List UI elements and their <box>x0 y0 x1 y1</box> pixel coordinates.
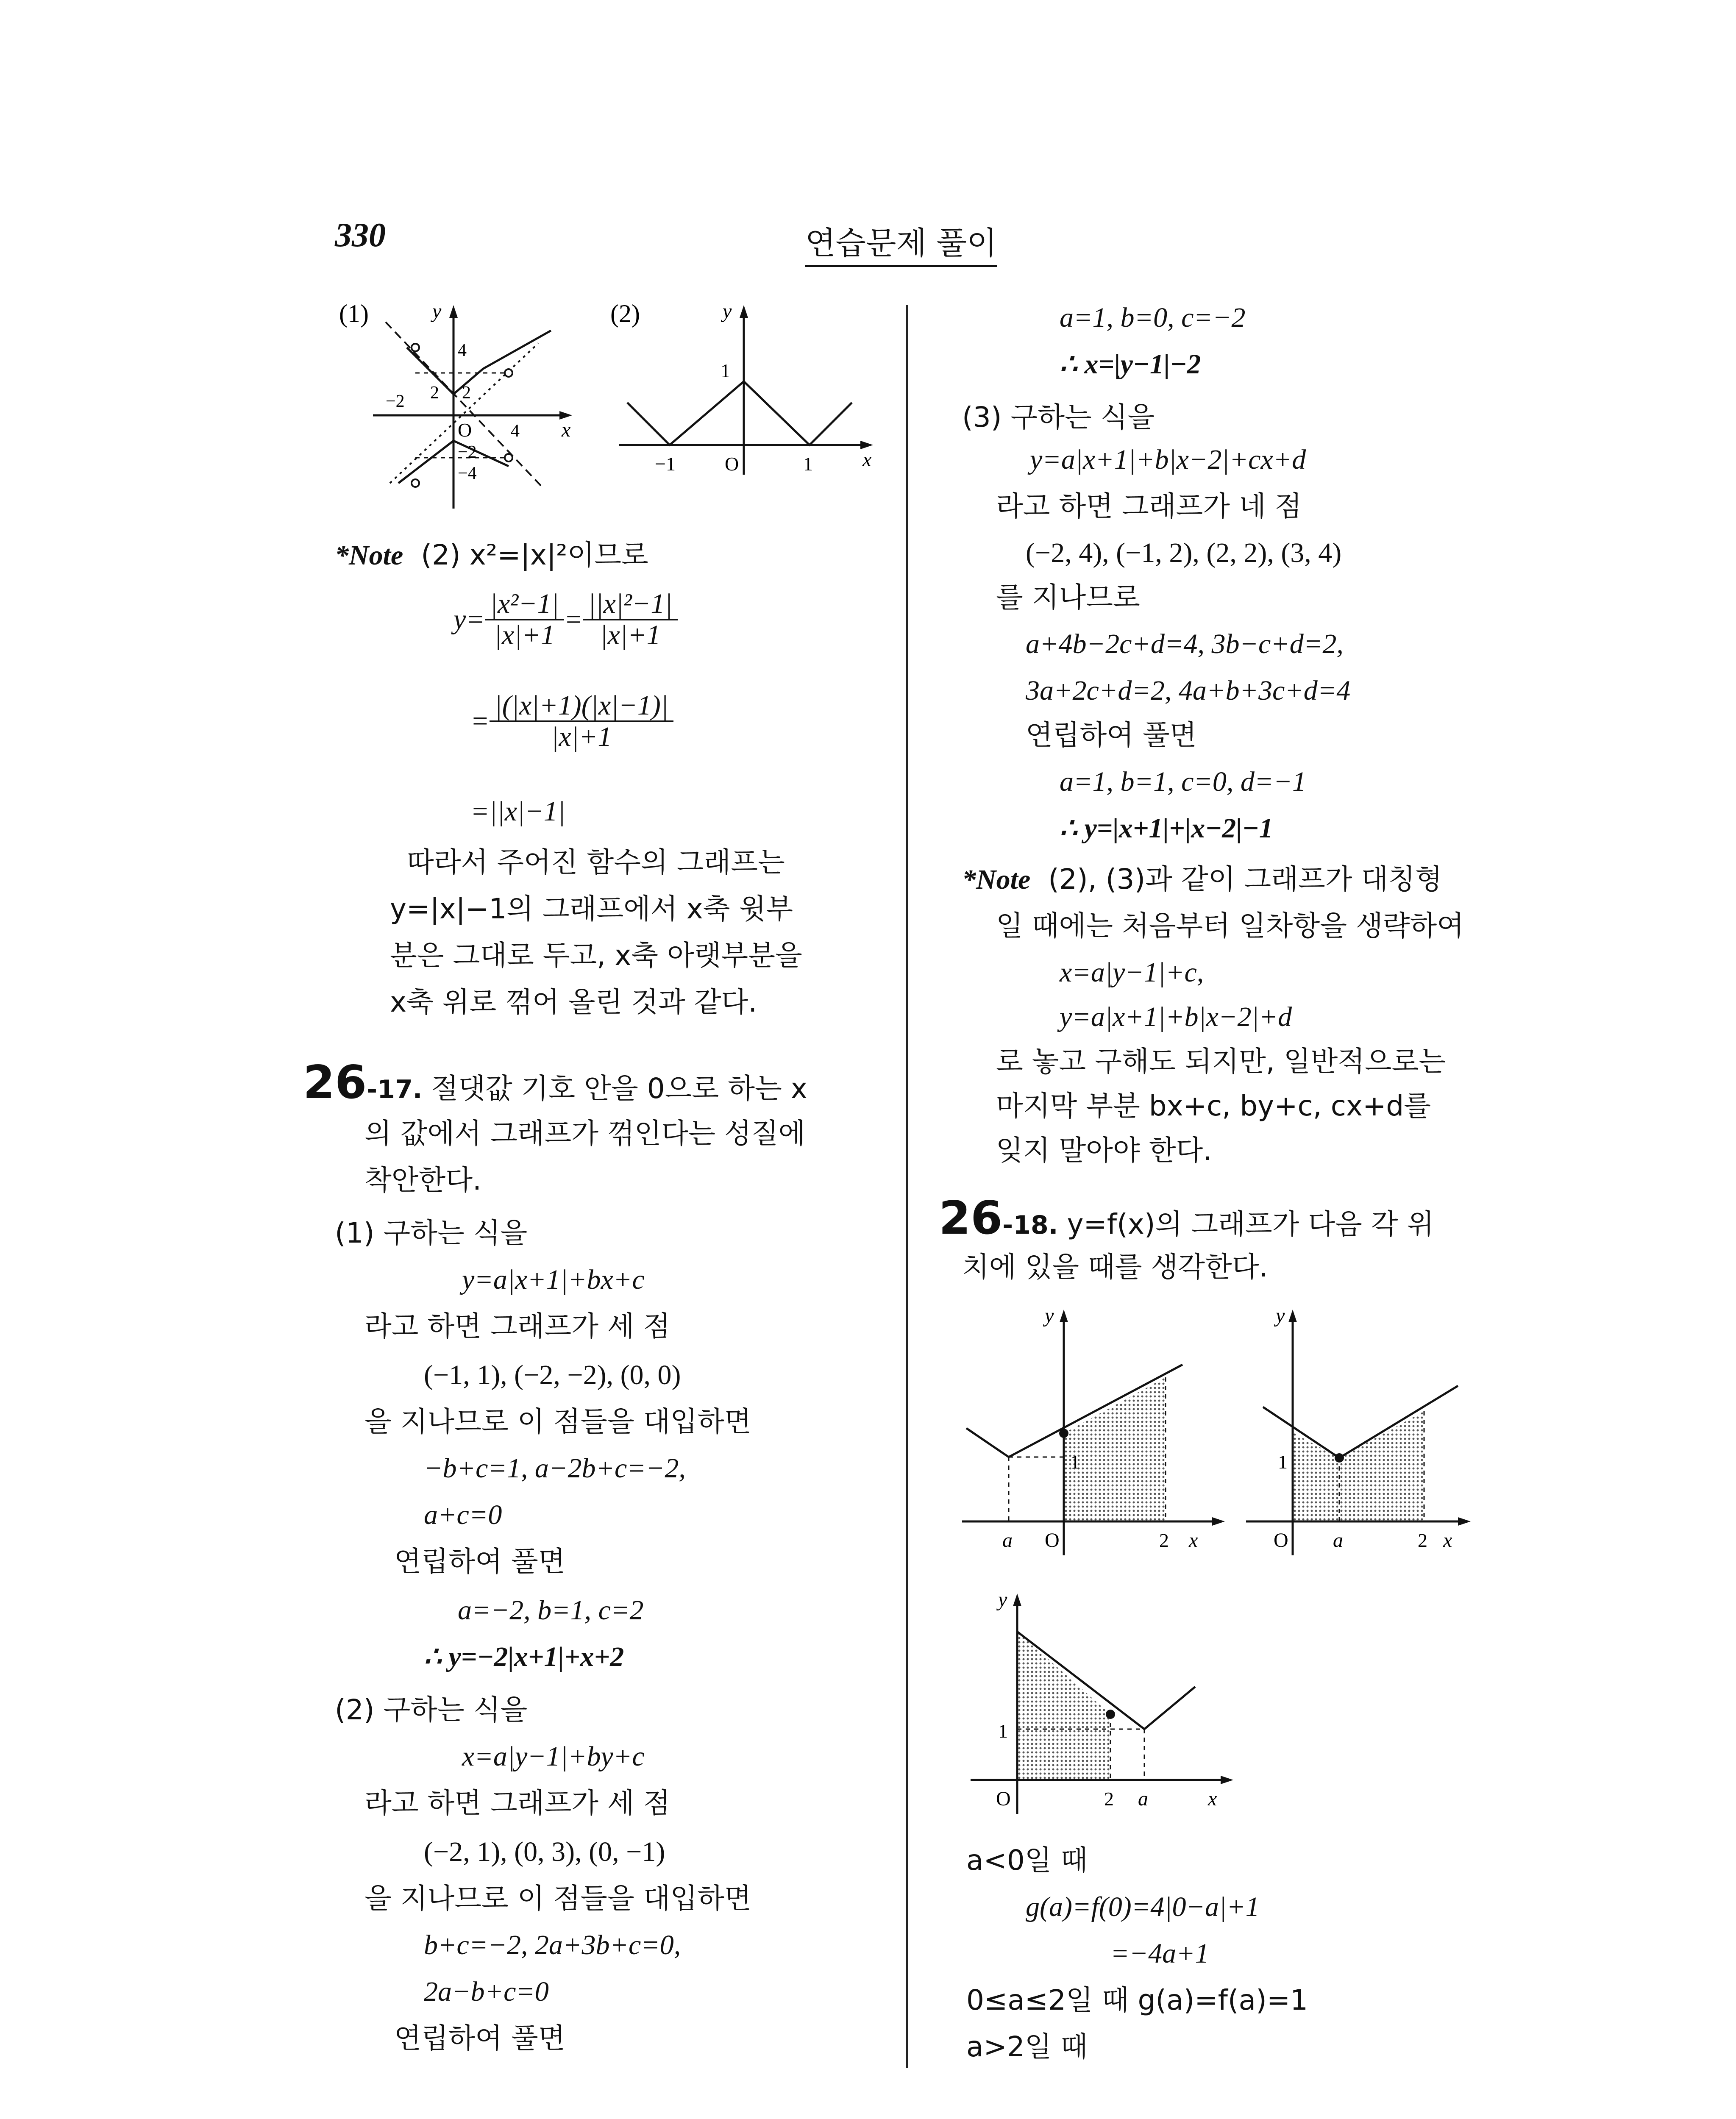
sub2-equations: b+c=−2, 2a+3b+c=0, <box>424 1930 681 1960</box>
graph-2-tick: 1 <box>721 360 730 381</box>
eq1-numerator-2: ||x|²−1| <box>583 589 677 620</box>
page-number: 330 <box>335 217 386 254</box>
equation-1 <box>453 589 678 650</box>
problem-subnumber: -17. <box>367 1075 423 1104</box>
graph-c-two-label: 2 <box>1104 1788 1114 1810</box>
eq1-lhs: y= <box>453 604 485 635</box>
graph-a-left-of-origin <box>954 1301 1242 1564</box>
sub3-answer: ∴ y=|x+1|+|x−2|−1 <box>1060 813 1273 844</box>
equation-3: =||x|−1| <box>470 796 565 827</box>
note-paragraph: 분은 그대로 두고, x축 아랫부분을 <box>390 939 802 972</box>
sub3-solution: a=1, b=1, c=0, d=−1 <box>1060 766 1306 797</box>
note-2-text: (2), (3)과 같이 그래프가 대칭형 <box>1048 863 1442 895</box>
case-1-equation: =−4a+1 <box>1110 1938 1209 1969</box>
note-label: *Note <box>335 540 403 571</box>
graph-c-y-label: y <box>998 1588 1007 1611</box>
problem-number: 26 <box>939 1192 1003 1245</box>
graph-1-tick: 2 <box>430 383 439 403</box>
graph-1-tick: 2 <box>462 383 471 403</box>
note-paragraph: y=|x|−1의 그래프에서 x축 윗부 <box>390 893 793 925</box>
note-label: *Note <box>962 864 1031 895</box>
graph-b-two-label: 2 <box>1418 1529 1427 1551</box>
sub1-text: 을 지나므로 이 점들을 대입하면 <box>364 1405 751 1438</box>
graph-1-y-label: y <box>432 300 442 323</box>
note-2-text: 잊지 말아야 한다. <box>996 1134 1212 1167</box>
graph-a-two-label: 2 <box>1159 1529 1169 1551</box>
sub2-equations: 2a−b+c=0 <box>424 1976 549 2007</box>
graph-c-one-label: 1 <box>998 1720 1008 1742</box>
graph-2-tick: −1 <box>655 453 676 475</box>
sub3-text: 를 지나므로 <box>996 581 1140 614</box>
sub2-heading: (2) 구하는 식을 <box>335 1694 528 1726</box>
graph-a-x-label: x <box>1189 1529 1198 1552</box>
graph-2 <box>606 297 886 483</box>
graph-a-y-label: y <box>1045 1304 1054 1327</box>
sub3-equations: 3a+2c+d=2, 4a+b+3c+d=4 <box>1026 675 1351 706</box>
graph-2-tick: 1 <box>803 453 813 475</box>
eq1-numerator-1: |x²−1| <box>485 589 564 620</box>
sub1-equation: y=a|x+1|+bx+c <box>462 1264 645 1295</box>
problem-text: 절댓값 기호 안을 0으로 하는 x <box>431 1072 807 1105</box>
case-1-heading: a<0일 때 <box>966 1844 1088 1877</box>
graph-1-tick: 4 <box>511 421 520 441</box>
graph-2-label: (2) <box>610 300 640 328</box>
graph-b-y-label: y <box>1276 1304 1285 1327</box>
graph-c-origin: O <box>996 1788 1011 1810</box>
graph-b-origin: O <box>1274 1529 1288 1552</box>
graph-1-tick: −2 <box>386 392 405 411</box>
problem-text: 의 값에서 그래프가 꺾인다는 성질에 <box>364 1117 806 1150</box>
graph-c-x-label: x <box>1208 1788 1217 1810</box>
problem-26-17-heading <box>303 1057 807 1115</box>
graph-1-origin: O <box>458 419 472 441</box>
eq1-fraction-1 <box>485 589 564 650</box>
note-2-line <box>962 860 1442 899</box>
sub1-text: 라고 하면 그래프가 세 점 <box>364 1310 670 1343</box>
sub2-answer: ∴ x=|y−1|−2 <box>1060 349 1201 380</box>
sub1-equations: a+c=0 <box>424 1499 502 1530</box>
sub2-points: (−2, 1), (0, 3), (0, −1) <box>424 1836 665 1867</box>
sub3-equation: y=a|x+1|+b|x−2|+cx+d <box>1030 444 1306 475</box>
sub3-equations: a+4b−2c+d=4, 3b−c+d=2, <box>1026 628 1344 659</box>
eq2-numerator: |(|x|+1)(|x|−1)| <box>490 691 673 722</box>
page-title: 연습문제 풀이 <box>805 218 997 267</box>
graph-b-a-label: a <box>1333 1529 1343 1552</box>
problem-number: 26 <box>303 1056 367 1109</box>
sub2-solve-text: 연립하여 풀면 <box>394 2022 565 2055</box>
note-2-equation: y=a|x+1|+b|x−2|+d <box>1060 1001 1292 1032</box>
graph-1-tick: 4 <box>458 341 467 360</box>
sub1-points: (−1, 1), (−2, −2), (0, 0) <box>424 1360 681 1390</box>
case-1-equation: g(a)=f(0)=4|0−a|+1 <box>1026 1891 1260 1922</box>
case-3-heading: a>2일 때 <box>966 2030 1088 2063</box>
graph-c-a-label: a <box>1138 1788 1148 1810</box>
sub1-solve-text: 연립하여 풀면 <box>394 1545 565 1578</box>
column-divider <box>906 305 908 2068</box>
note-intro <box>335 536 648 575</box>
sub3-heading: (3) 구하는 식을 <box>962 401 1155 434</box>
eq2-denominator: |x|+1 <box>551 721 612 752</box>
problem-text: 착안한다. <box>364 1164 482 1196</box>
sub1-equations: −b+c=1, a−2b+c=−2, <box>424 1453 686 1484</box>
sub2-solution: a=1, b=0, c=−2 <box>1060 302 1246 333</box>
sub3-points: (−2, 4), (−1, 2), (2, 2), (3, 4) <box>1026 537 1342 568</box>
graph-1-tick: −2 <box>458 442 477 462</box>
eq1-fraction-2 <box>583 589 677 650</box>
note-2-text: 마지막 부분 bx+c, by+c, cx+d를 <box>996 1090 1431 1122</box>
eq1-equals: = <box>564 604 583 635</box>
sub2-equation: x=a|y−1|+by+c <box>462 1741 645 1772</box>
eq2-fraction <box>490 691 673 752</box>
note-paragraph: x축 위로 꺾어 올린 것과 같다. <box>390 986 757 1018</box>
sub3-solve-text: 연립하여 풀면 <box>1026 719 1197 751</box>
sub1-heading: (1) 구하는 식을 <box>335 1217 528 1249</box>
sub2-text: 라고 하면 그래프가 세 점 <box>364 1787 670 1819</box>
eq1-denominator-1: |x|+1 <box>494 620 555 651</box>
graph-1-label: (1) <box>339 300 369 328</box>
graph-b-x-label: x <box>1443 1529 1452 1552</box>
equation-2 <box>470 691 673 752</box>
graph-2-x-label: x <box>862 448 872 471</box>
sub1-answer: ∴ y=−2|x+1|+x+2 <box>424 1641 624 1672</box>
graph-a-origin: O <box>1045 1529 1060 1552</box>
problem-text: 치에 있을 때를 생각한다. <box>962 1251 1268 1283</box>
note-2-text: 로 놓고 구해도 되지만, 일반적으로는 <box>996 1045 1446 1078</box>
graph-a-one-label: 1 <box>1070 1451 1080 1473</box>
graph-b-between-0-and-2 <box>1238 1301 1483 1564</box>
note-intro-text: (2) x²=|x|²이므로 <box>421 539 648 571</box>
case-2-line: 0≤a≤2일 때 g(a)=f(a)=1 <box>966 1984 1308 2016</box>
eq1-denominator-2: |x|+1 <box>600 620 661 651</box>
sub1-solution: a=−2, b=1, c=2 <box>458 1595 644 1626</box>
graph-a-a-label: a <box>1002 1529 1013 1552</box>
graph-b-one-label: 1 <box>1278 1451 1288 1473</box>
graph-2-origin: O <box>725 453 739 475</box>
graph-1 <box>331 297 593 517</box>
problem-subnumber: -18. <box>1002 1210 1058 1240</box>
sub3-text: 라고 하면 그래프가 네 점 <box>996 490 1302 523</box>
note-paragraph: 따라서 주어진 함수의 그래프는 <box>407 846 785 879</box>
eq2-equals: = <box>470 706 490 737</box>
note-2-equation: x=a|y−1|+c, <box>1060 957 1204 988</box>
graph-1-x-label: x <box>562 419 571 441</box>
graph-c-right-of-2 <box>954 1585 1250 1822</box>
graph-2-y-label: y <box>723 300 732 323</box>
problem-26-18-heading <box>939 1193 1434 1251</box>
note-2-text: 일 때에는 처음부터 일차항을 생략하여 <box>996 909 1464 942</box>
sub2-text: 을 지나므로 이 점들을 대입하면 <box>364 1882 751 1915</box>
problem-text: y=f(x)의 그래프가 다음 각 위 <box>1067 1208 1434 1240</box>
graph-1-tick: −4 <box>458 464 477 483</box>
